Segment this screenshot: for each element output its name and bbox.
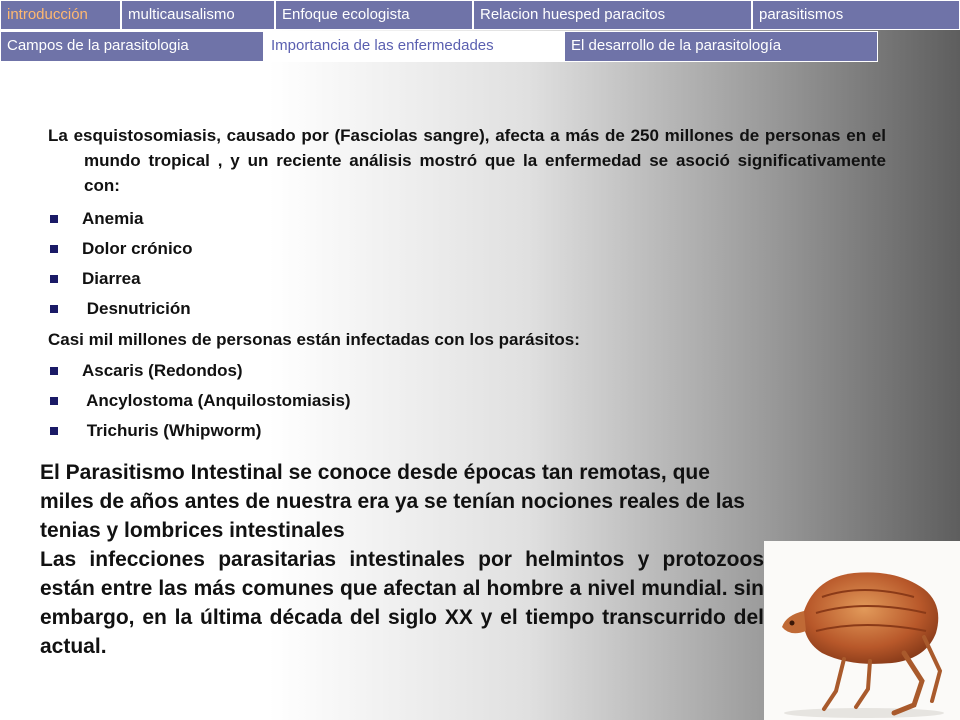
parasite-label: Trichuris (Whipworm)	[82, 421, 262, 440]
tab-parasitismos[interactable]: parasitismos	[752, 0, 960, 30]
square-bullet-icon	[50, 397, 58, 405]
list-item	[48, 386, 886, 416]
tab-campos-parasitologia[interactable]: Campos de la parasitologia	[0, 31, 264, 62]
list-item	[48, 264, 886, 294]
square-bullet-icon	[50, 367, 58, 375]
flea-photo	[764, 541, 960, 720]
list-item	[48, 204, 886, 234]
tab-relacion-huesped-paracitos[interactable]: Relacion huesped paracitos	[473, 0, 752, 30]
nav-row-1	[0, 0, 960, 30]
parasite-label: Ancylostoma (Anquilostomiasis)	[82, 391, 351, 410]
parasite-label: Ascaris (Redondos)	[82, 361, 243, 380]
infections-paragraph: Las infecciones parasitarias intestinales por helmintos y protozoos están entre las más comunes que afectan al hombre a nivel mundial. sin embargo, en la última década del siglo XX y el tiempo transcurrido del actual.	[40, 548, 764, 658]
square-bullet-icon	[50, 215, 58, 223]
symptom-label: Desnutrición	[82, 299, 191, 318]
list-item	[48, 294, 886, 324]
intro-paragraph: La esquistosomiasis, causado por (Fasciolas sangre), afecta a más de 250 millones de personas en el mundo tropical , y un reciente análisis mostró que la enfermedad se asoció significativamente con:	[48, 126, 886, 195]
square-bullet-icon	[50, 305, 58, 313]
list-item	[48, 356, 886, 386]
tab-enfoque-ecologista[interactable]: Enfoque ecologista	[275, 0, 473, 30]
list-item	[48, 234, 886, 264]
history-paragraph: El Parasitismo Intestinal se conoce desde épocas tan remotas, que miles de años antes de nuestra era ya se tenían nociones reales de las tenias y lombrices intestinales	[40, 461, 745, 542]
nav-row-2	[0, 31, 878, 62]
square-bullet-icon	[50, 245, 58, 253]
square-bullet-icon	[50, 427, 58, 435]
flea-illustration-icon	[764, 541, 960, 720]
schistosomiasis-section	[48, 123, 886, 446]
tab-multicausalismo[interactable]: multicausalismo	[121, 0, 275, 30]
symptom-label: Diarrea	[82, 269, 141, 288]
tab-introduccion[interactable]: introducción	[0, 0, 121, 30]
parasites-intro: Casi mil millones de personas están infectadas con los parásitos:	[48, 330, 580, 349]
square-bullet-icon	[50, 275, 58, 283]
tab-desarrollo-parasitologia[interactable]: El desarrollo de la parasitología	[564, 31, 878, 62]
intestinal-parasitism-section	[40, 458, 764, 661]
symptom-label: Dolor crónico	[82, 239, 193, 258]
symptom-label: Anemia	[82, 209, 144, 228]
tab-importancia-enfermedades[interactable]: Importancia de las enfermedades	[264, 31, 564, 62]
list-item	[48, 416, 886, 446]
